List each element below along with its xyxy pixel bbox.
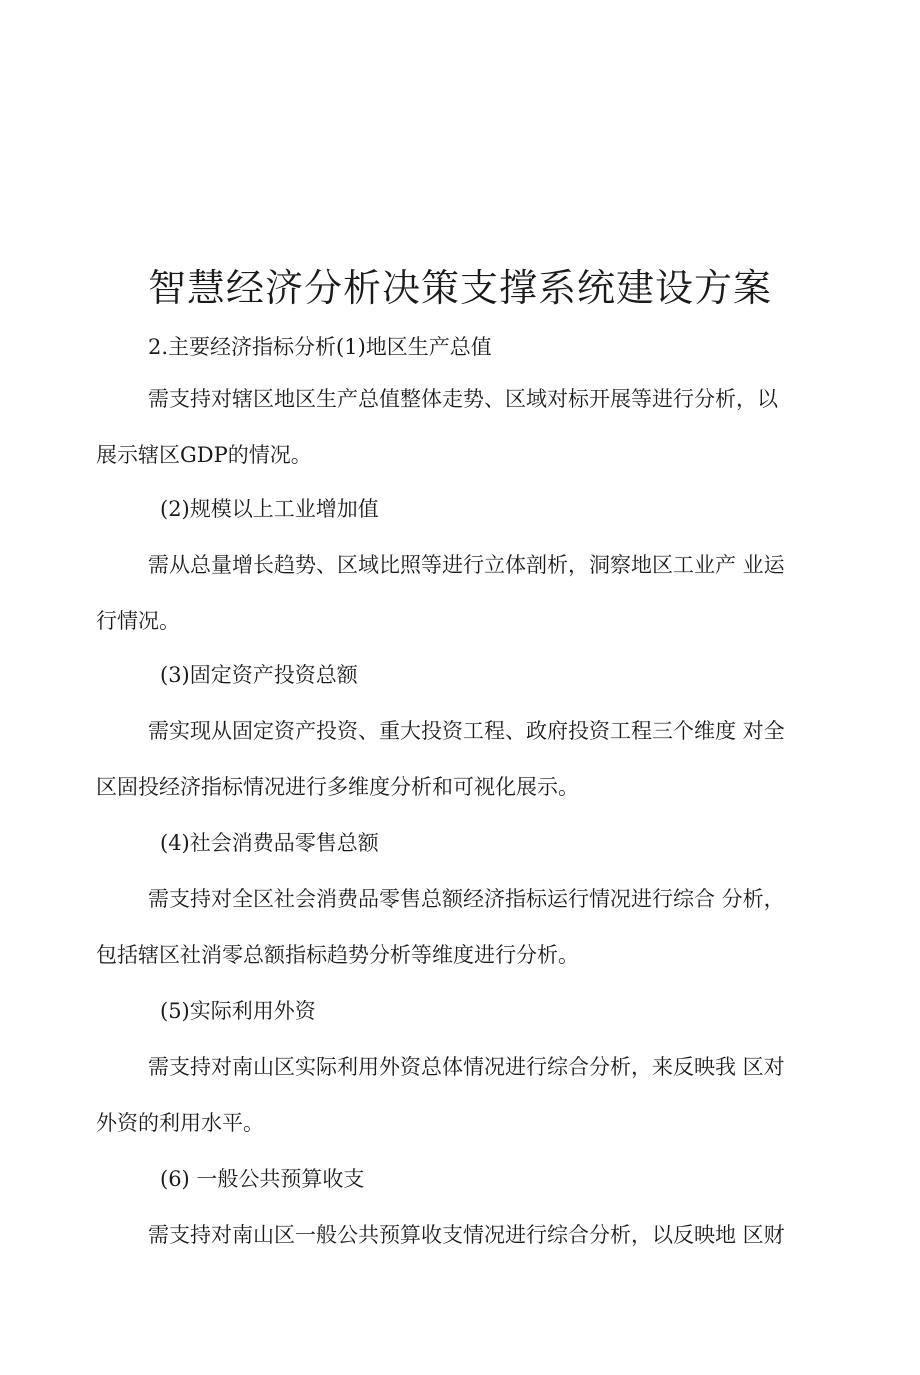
subsection-heading: (5)实际利用外资: [160, 999, 316, 1023]
paragraph-line: 需支持对全区社会消费品零售总额经济指标运行情况进行综合 分析，: [148, 887, 785, 911]
subsection-heading: (2)规模以上工业增加值: [160, 497, 379, 521]
paragraph-line: 包括辖区社消零总额指标趋势分析等维度进行分析。: [96, 943, 579, 967]
paragraph-line: 需支持对南山区一般公共预算收支情况进行综合分析，以反映地 区财: [148, 1223, 785, 1247]
paragraph-line: 需实现从固定资产投资、重大投资工程、政府投资工程三个维度 对全: [148, 719, 785, 743]
subsection-heading: (4)社会消费品零售总额: [160, 831, 379, 855]
subsection-heading: (3)固定资产投资总额: [160, 663, 358, 687]
document-title: 智慧经济分析决策支撑系统建设方案: [147, 266, 772, 310]
paragraph-line: 展示辖区GDP的情况。: [96, 443, 312, 467]
section-heading: 2.主要经济指标分析(1)地区生产总值: [148, 335, 492, 359]
paragraph-line: 行情况。: [96, 609, 180, 633]
paragraph-line: 需从总量增长趋势、区域比照等进行立体剖析，洞察地区工业产 业运: [148, 553, 785, 577]
subsection-heading: (6) 一般公共预算收支: [160, 1167, 365, 1191]
paragraph-line: 外资的利用水平。: [96, 1111, 264, 1135]
paragraph-line: 需支持对南山区实际利用外资总体情况进行综合分析，来反映我 区对: [148, 1055, 785, 1079]
paragraph-line: 需支持对辖区地区生产总值整体走势、区域对标开展等进行分析，以: [148, 387, 778, 411]
paragraph-line: 区固投经济指标情况进行多维度分析和可视化展示。: [96, 775, 579, 799]
